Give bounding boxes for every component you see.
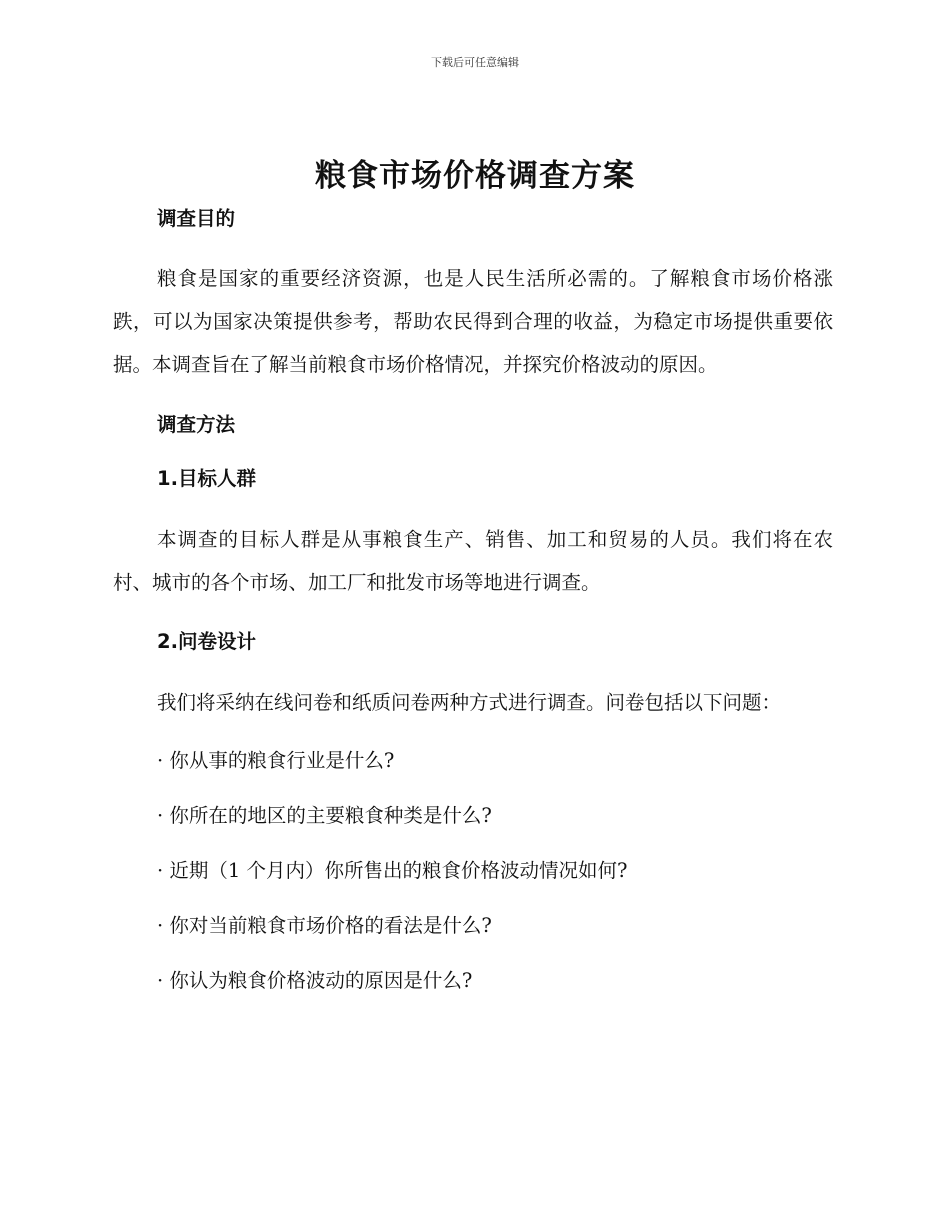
question-item: · 你认为粮食价格波动的原因是什么? (157, 969, 473, 992)
question-item: · 你对当前粮食市场价格的看法是什么? (157, 914, 492, 937)
paragraph-purpose: 粮食是国家的重要经济资源，也是人民生活所必需的。了解粮食市场价格涨跌，可以为国家决策提供参考，帮助农民得到合理的收益，为稳定市场提供重要依据。本调查旨在了解当前粮食市场价格情况，并探究价格波动的原因。 (113, 267, 833, 376)
header-note: 下载后可任意编辑 (431, 56, 519, 69)
paragraph-target: 本调查的目标人群是从事粮食生产、销售、加工和贸易的人员。我们将在农村、城市的各个市场、加工厂和批发市场等地进行调查。 (113, 528, 833, 594)
section-heading-questionnaire: 2.问卷设计 (157, 630, 256, 653)
question-item: · 你所在的地区的主要粮食种类是什么? (157, 804, 492, 827)
question-item: · 近期（1 个月内）你所售出的粮食价格波动情况如何? (157, 859, 628, 882)
section-heading-target: 1.目标人群 (157, 467, 256, 490)
document-title: 粮食市场价格调查方案 (315, 158, 635, 194)
question-item: · 你从事的粮食行业是什么? (157, 749, 395, 772)
section-heading-method: 调查方法 (157, 413, 236, 436)
document-body (113, 196, 833, 996)
paragraph-questionnaire: 我们将采纳在线问卷和纸质问卷两种方式进行调查。问卷包括以下问题： (157, 691, 782, 714)
section-heading-purpose: 调查目的 (157, 207, 236, 230)
